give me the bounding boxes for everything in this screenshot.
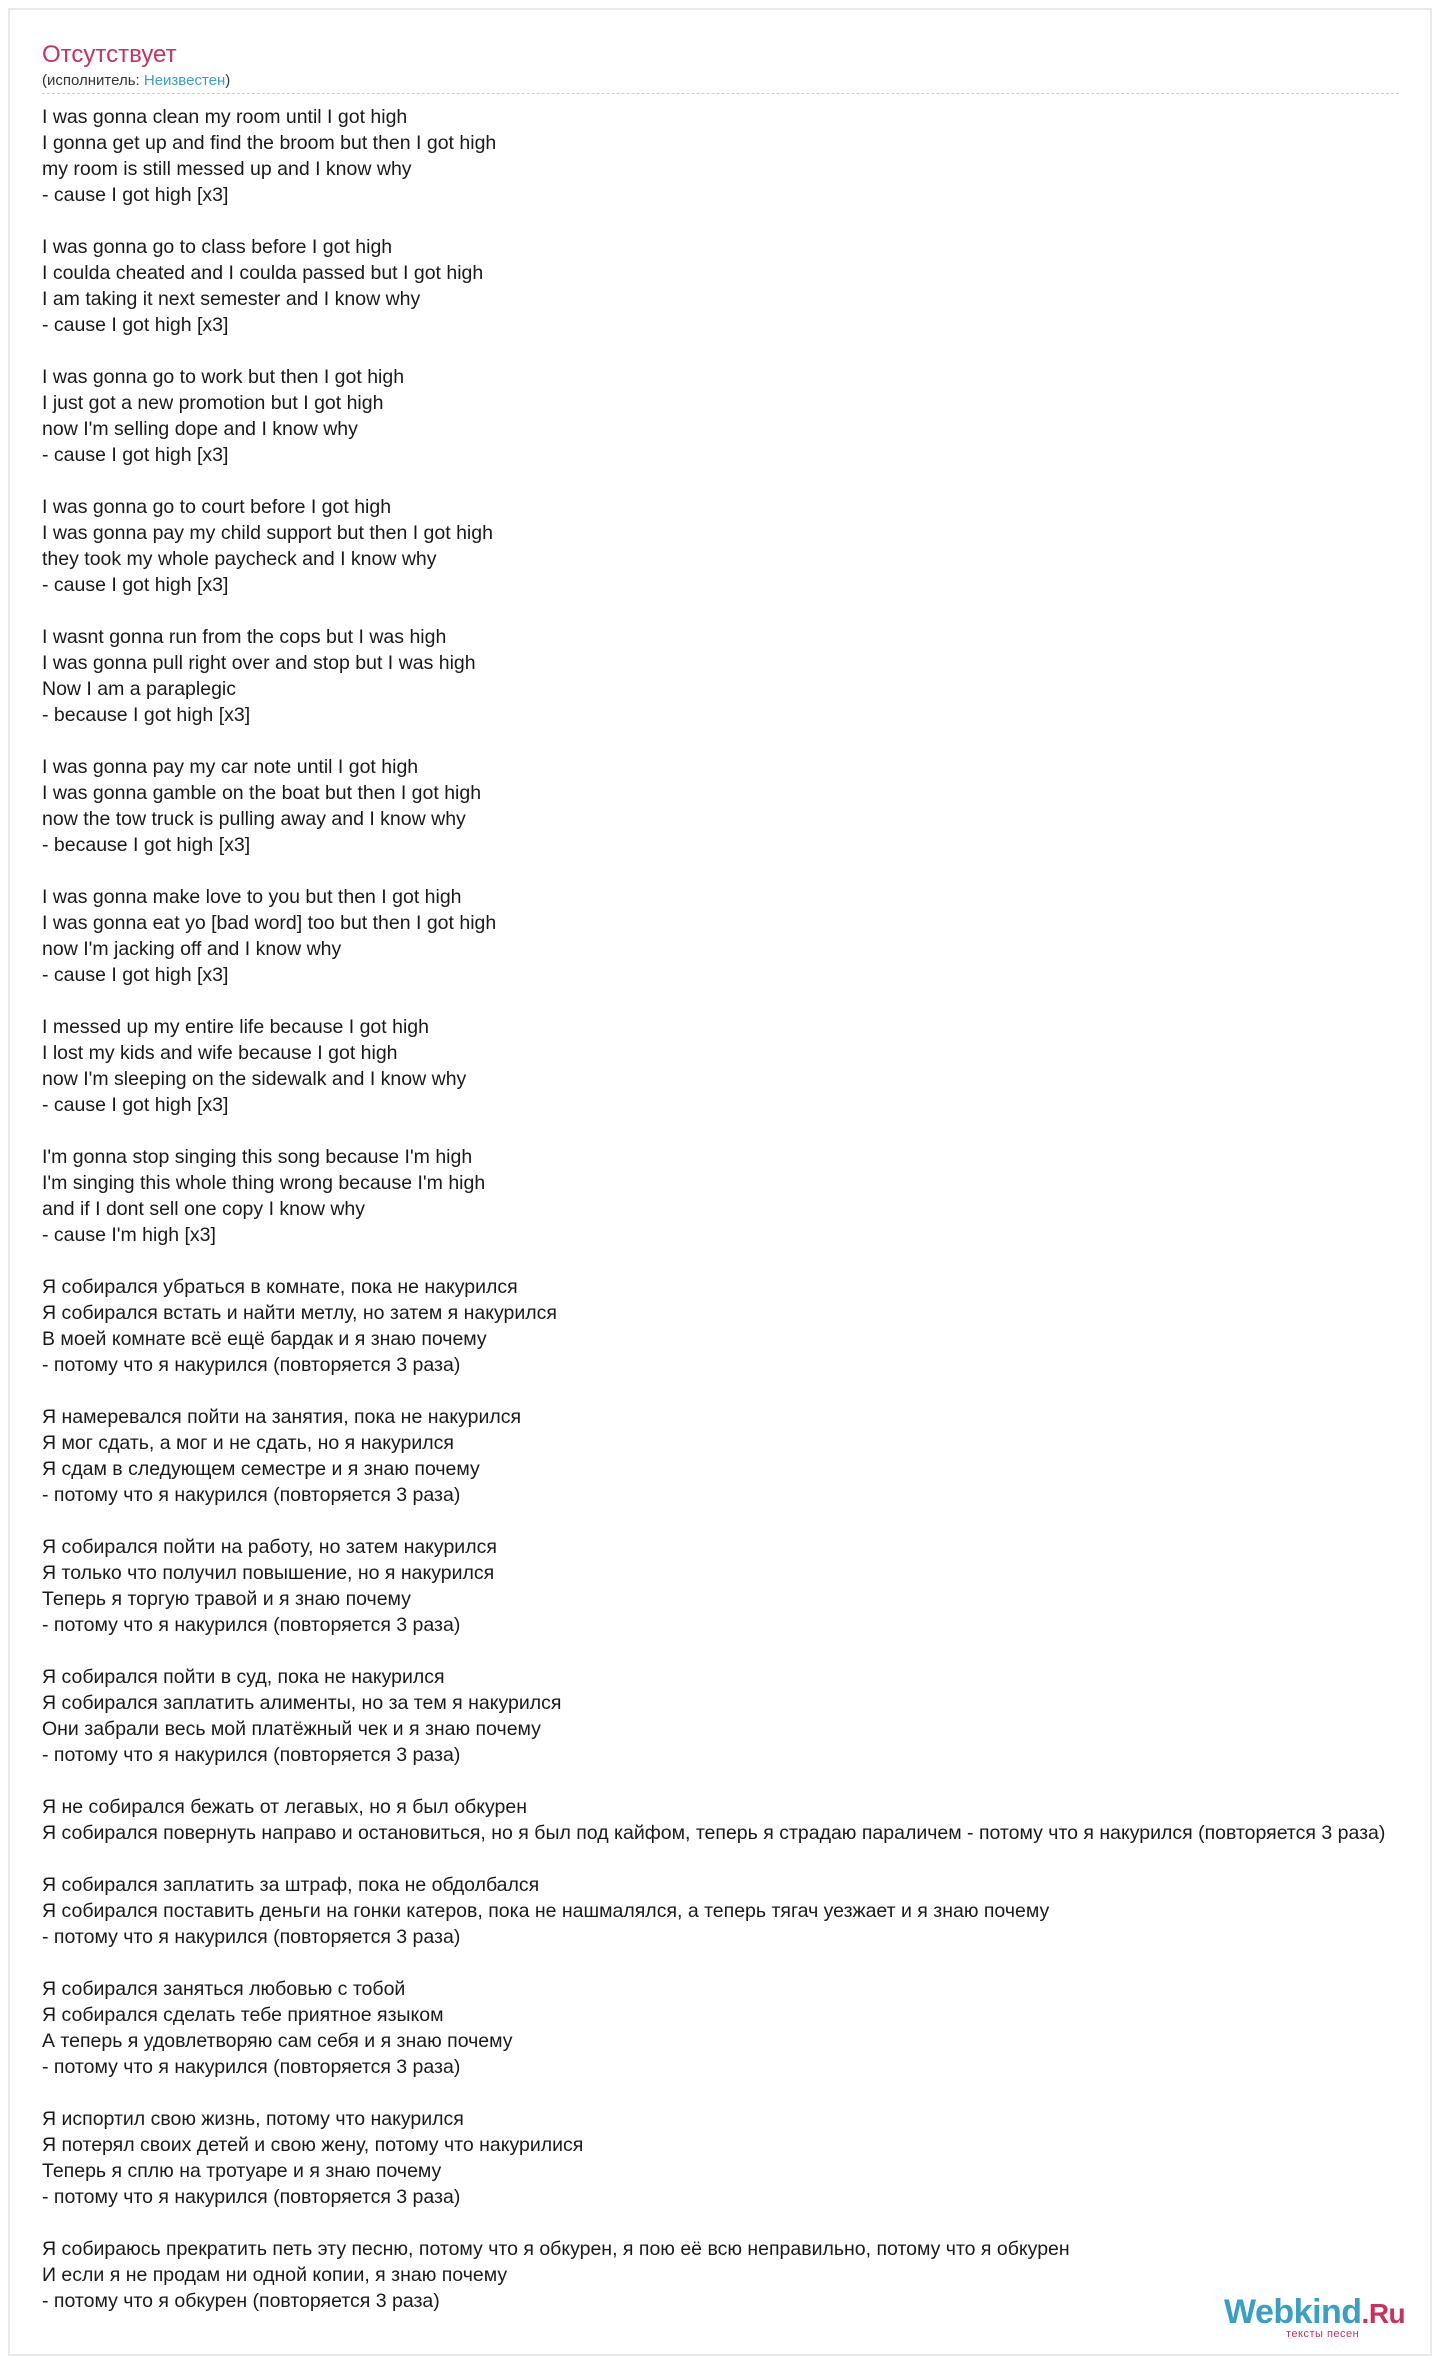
lyrics-line: - cause I got high [x3] [42, 184, 229, 206]
lyrics-verse [42, 104, 1442, 208]
lyrics-verse [42, 1872, 1442, 1950]
lyrics-verse [42, 884, 1442, 988]
lyrics-line: - cause I got high [x3] [42, 574, 229, 596]
lyrics-line: - потому что я накурился (повторяется 3 раза) [42, 2186, 461, 2208]
lyrics-line: - потому что я накурился (повторяется 3 раза) [42, 1744, 461, 1766]
lyrics-line: now the tow truck is pulling away and I know why [42, 808, 466, 830]
lyrics-line: - cause I got high [x3] [42, 1094, 229, 1116]
lyrics-line: I wasnt gonna run from the cops but I was high [42, 626, 447, 648]
lyrics-line: - потому что я накурился (повторяется 3 раза) [42, 1354, 461, 1376]
lyrics-verse [42, 1794, 1442, 1846]
logo-tagline: тексты песен [1286, 2328, 1360, 2340]
lyrics-verse [42, 754, 1442, 858]
lyrics-verse [42, 2106, 1442, 2210]
lyrics-line: I was gonna pull right over and stop but I was high [42, 652, 476, 674]
lyrics-verse [42, 494, 1442, 598]
lyrics-verse [42, 1144, 1442, 1248]
lyrics-line: Я собирался заплатить алименты, но за тем я накурился [42, 1692, 562, 1714]
lyrics-line: Я только что получил повышение, но я накурился [42, 1562, 495, 1584]
lyrics-line: I gonna get up and find the broom but then I got high [42, 132, 497, 154]
lyrics-line: Я собирался пойти в суд, пока не накурился [42, 1666, 445, 1688]
lyrics-line: I was gonna go to court before I got high [42, 496, 392, 518]
lyrics-line: Я собирался встать и найти метлу, но затем я накурился [42, 1302, 557, 1324]
lyrics-line: I was gonna gamble on the boat but then I got high [42, 782, 482, 804]
song-title: Отсутствует [42, 41, 177, 68]
lyrics-line: Я собирался убраться в комнате, пока не накурился [42, 1276, 518, 1298]
lyrics-line: I just got a new promotion but I got high [42, 392, 384, 414]
lyrics-line: Я испортил свою жизнь, потому что накурился [42, 2108, 464, 2130]
lyrics-line: I messed up my entire life because I got high [42, 1016, 429, 1038]
lyrics-body [42, 104, 1442, 2314]
artist-prefix: (исполнитель: [42, 72, 144, 89]
lyrics-line: now I'm jacking off and I know why [42, 938, 342, 960]
lyrics-line: I was gonna pay my child support but then I got high [42, 522, 493, 544]
lyrics-line: they took my whole paycheck and I know why [42, 548, 437, 570]
lyrics-line: I was gonna eat yo [bad word] too but then I got high [42, 912, 497, 934]
lyrics-line: Они забрали весь мой платёжный чек и я знаю почему [42, 1718, 541, 1740]
lyrics-line: Я собирался поставить деньги на гонки катеров, пока не нашмалялся, а теперь тягач уезжает и я знаю почему [42, 1900, 1050, 1922]
lyrics-verse [42, 1534, 1442, 1638]
lyrics-line: I was gonna go to class before I got high [42, 236, 393, 258]
lyrics-verse [42, 364, 1442, 468]
lyrics-line: - потому что я обкурен (повторяется 3 раза) [42, 2290, 440, 2312]
lyrics-line: - cause I got high [x3] [42, 444, 229, 466]
lyrics-line: I was gonna make love to you but then I got high [42, 886, 462, 908]
artist-suffix: ) [225, 72, 231, 89]
artist-line [42, 71, 230, 91]
lyrics-line: Я собирался пойти на работу, но затем накурился [42, 1536, 497, 1558]
lyrics-verse [42, 1404, 1442, 1508]
lyrics-line: Я мог сдать, а мог и не сдать, но я накурился [42, 1432, 454, 1454]
lyrics-line: - cause I got high [x3] [42, 314, 229, 336]
lyrics-line: I lost my kids and wife because I got high [42, 1042, 398, 1064]
lyrics-line: - because I got high [x3] [42, 834, 251, 856]
lyrics-line: - потому что я накурился (повторяется 3 раза) [42, 1484, 461, 1506]
lyrics-line: Now I am a paraplegic [42, 678, 237, 700]
artist-link[interactable]: Неизвестен [143, 72, 226, 89]
lyrics-line: - cause I got high [x3] [42, 964, 229, 986]
lyrics-line: I was gonna pay my car note until I got high [42, 756, 419, 778]
lyrics-line: Я не собирался бежать от легавых, но я был обкурен [42, 1796, 527, 1818]
logo-word-main: Webkind [1224, 2293, 1362, 2331]
lyrics-line: - потому что я накурился (повторяется 3 раза) [42, 2056, 461, 2078]
lyrics-line: Я сдам в следующем семестре и я знаю почему [42, 1458, 480, 1480]
lyrics-line: now I'm selling dope and I know why [42, 418, 358, 440]
lyrics-verse [42, 234, 1442, 338]
logo-wordmark [1224, 2293, 1405, 2333]
lyrics-line: I'm singing this whole thing wrong because I'm high [42, 1172, 486, 1194]
lyrics-line: Я намеревался пойти на занятия, пока не накурился [42, 1406, 522, 1428]
lyrics-line: Я собирался заняться любовью с тобой [42, 1978, 406, 2000]
lyrics-verse [42, 1274, 1442, 1378]
lyrics-verse [42, 1664, 1442, 1768]
lyrics-verse [42, 624, 1442, 728]
lyrics-line: - cause I'm high [x3] [42, 1224, 216, 1246]
lyrics-line: - потому что я накурился (повторяется 3 раза) [42, 1614, 461, 1636]
lyrics-line: - because I got high [x3] [42, 704, 251, 726]
lyrics-line: Я собираюсь прекратить петь эту песню, потому что я обкурен, я пою её всю неправильно, потому что я обкурен [42, 2238, 1070, 2260]
logo-word-suffix: .Ru [1361, 2298, 1406, 2329]
lyrics-line: and if I dont sell one copy I know why [42, 1198, 366, 1220]
webkind-logo[interactable] [1224, 2293, 1414, 2343]
lyrics-line: I'm gonna stop singing this song because I'm high [42, 1146, 473, 1168]
lyrics-line: I was gonna clean my room until I got high [42, 106, 408, 128]
lyrics-line: I was gonna go to work but then I got high [42, 366, 405, 388]
lyrics-line: my room is still messed up and I know why [42, 158, 412, 180]
lyrics-line: Теперь я торгую травой и я знаю почему [42, 1588, 411, 1610]
lyrics-verse [42, 1976, 1442, 2080]
lyrics-line: И если я не продам ни одной копии, я знаю почему [42, 2264, 508, 2286]
lyrics-line: Я собирался повернуть направо и остановиться, но я был под кайфом, теперь я страдаю параличем - потому что я накурился (повторяется 3 раза) [42, 1822, 1386, 1844]
lyrics-line: Теперь я сплю на тротуаре и я знаю почему [42, 2160, 442, 2182]
lyrics-line: - потому что я накурился (повторяется 3 раза) [42, 1926, 461, 1948]
lyrics-line: I coulda cheated and I coulda passed but I got high [42, 262, 484, 284]
lyrics-line: Я собирался заплатить за штраф, пока не обдолбался [42, 1874, 540, 1896]
header-divider [42, 93, 1399, 94]
lyrics-line: А теперь я удовлетворяю сам себя и я знаю почему [42, 2030, 513, 2052]
lyrics-verse [42, 1014, 1442, 1118]
lyrics-line: Я собирался сделать тебе приятное языком [42, 2004, 444, 2026]
lyrics-line: В моей комнате всё ещё бардак и я знаю почему [42, 1328, 487, 1350]
lyrics-line: now I'm sleeping on the sidewalk and I know why [42, 1068, 467, 1090]
lyrics-line: I am taking it next semester and I know why [42, 288, 421, 310]
lyrics-line: Я потерял своих детей и свою жену, потому что накурилися [42, 2134, 584, 2156]
